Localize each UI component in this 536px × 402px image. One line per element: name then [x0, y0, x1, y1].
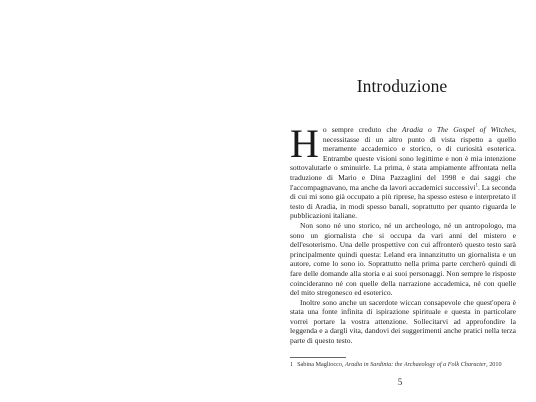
paragraph-1 [290, 121, 517, 221]
p1-text-before: o sempre creduto che [322, 125, 402, 134]
drop-cap: H [290, 121, 319, 166]
footnote [290, 361, 526, 369]
paragraph-3: Inoltre sono anche un sacerdote wiccan consapevole che quest'opera è stata una fonte infinita di ispirazione spirituale e questa in particolare vorrei portare la vostra attenzione. Sollecitarvi ad approfondire la leggenda e a dargli vita, dandovi dei suggerimenti anche pratici nella terza parte di questo testo. [290, 297, 516, 346]
body-text [290, 121, 517, 346]
p1-text-end: . La seconda di cui mi sono già occupato a più riprese, ha spesso esteso e interpretato il testo di Aradia, in modi spesso banali, soprattutto per quanto riguarda le pubblicazioni italiane. [290, 182, 516, 221]
footnote-year: , 2010 [486, 361, 502, 368]
footnote-reference[interactable]: 1 [475, 183, 478, 189]
p1-book-title: Aradia o The Gospel of Witches [401, 125, 515, 134]
chapter-title: Introduzione [356, 76, 448, 96]
footnote-work: Aradia in Sardinia: the Archaeology of a Folk Character [345, 361, 487, 368]
page-number: 5 [397, 377, 403, 387]
footnote-divider [290, 357, 346, 358]
footnote-author: Sabina Magliocco, [297, 361, 346, 368]
paragraph-2: Non sono né uno storico, né un archeologo, né un antropologo, ma sono un giornalista che si occupa da vari anni del mistero e dell'esoterismo. Una delle prospettive con cui affronterò questo testo sarà principalmente quindi questa: Leland era innanzitutto un giornalista e un autore, come lo sono io. Soprattutto nella prima parte cercherò quindi di fare delle domande alla storia e ai suoi personaggi. Non sempre le risposte coincideranno né con quelle della narrazione accademica, né con quelle del mito stregonesco ed esoterico. [290, 220, 516, 298]
footnote-number: 1 [290, 361, 294, 368]
p1-text-after: , necessitasse di un altro punto di vista rispetto a quello meramente accademico e storico, o di curiosità esoterica. Entrambe queste visioni sono legittime e non è mia intenzione sottovalutarle o sminuirle. La prima, è stata ampiamente affrontata nella traduzione di Mario e Dina Pazzaglini del 1998 e dai saggi che l'accompagnavano, ma anche da lavori accademici successivi [290, 125, 517, 192]
